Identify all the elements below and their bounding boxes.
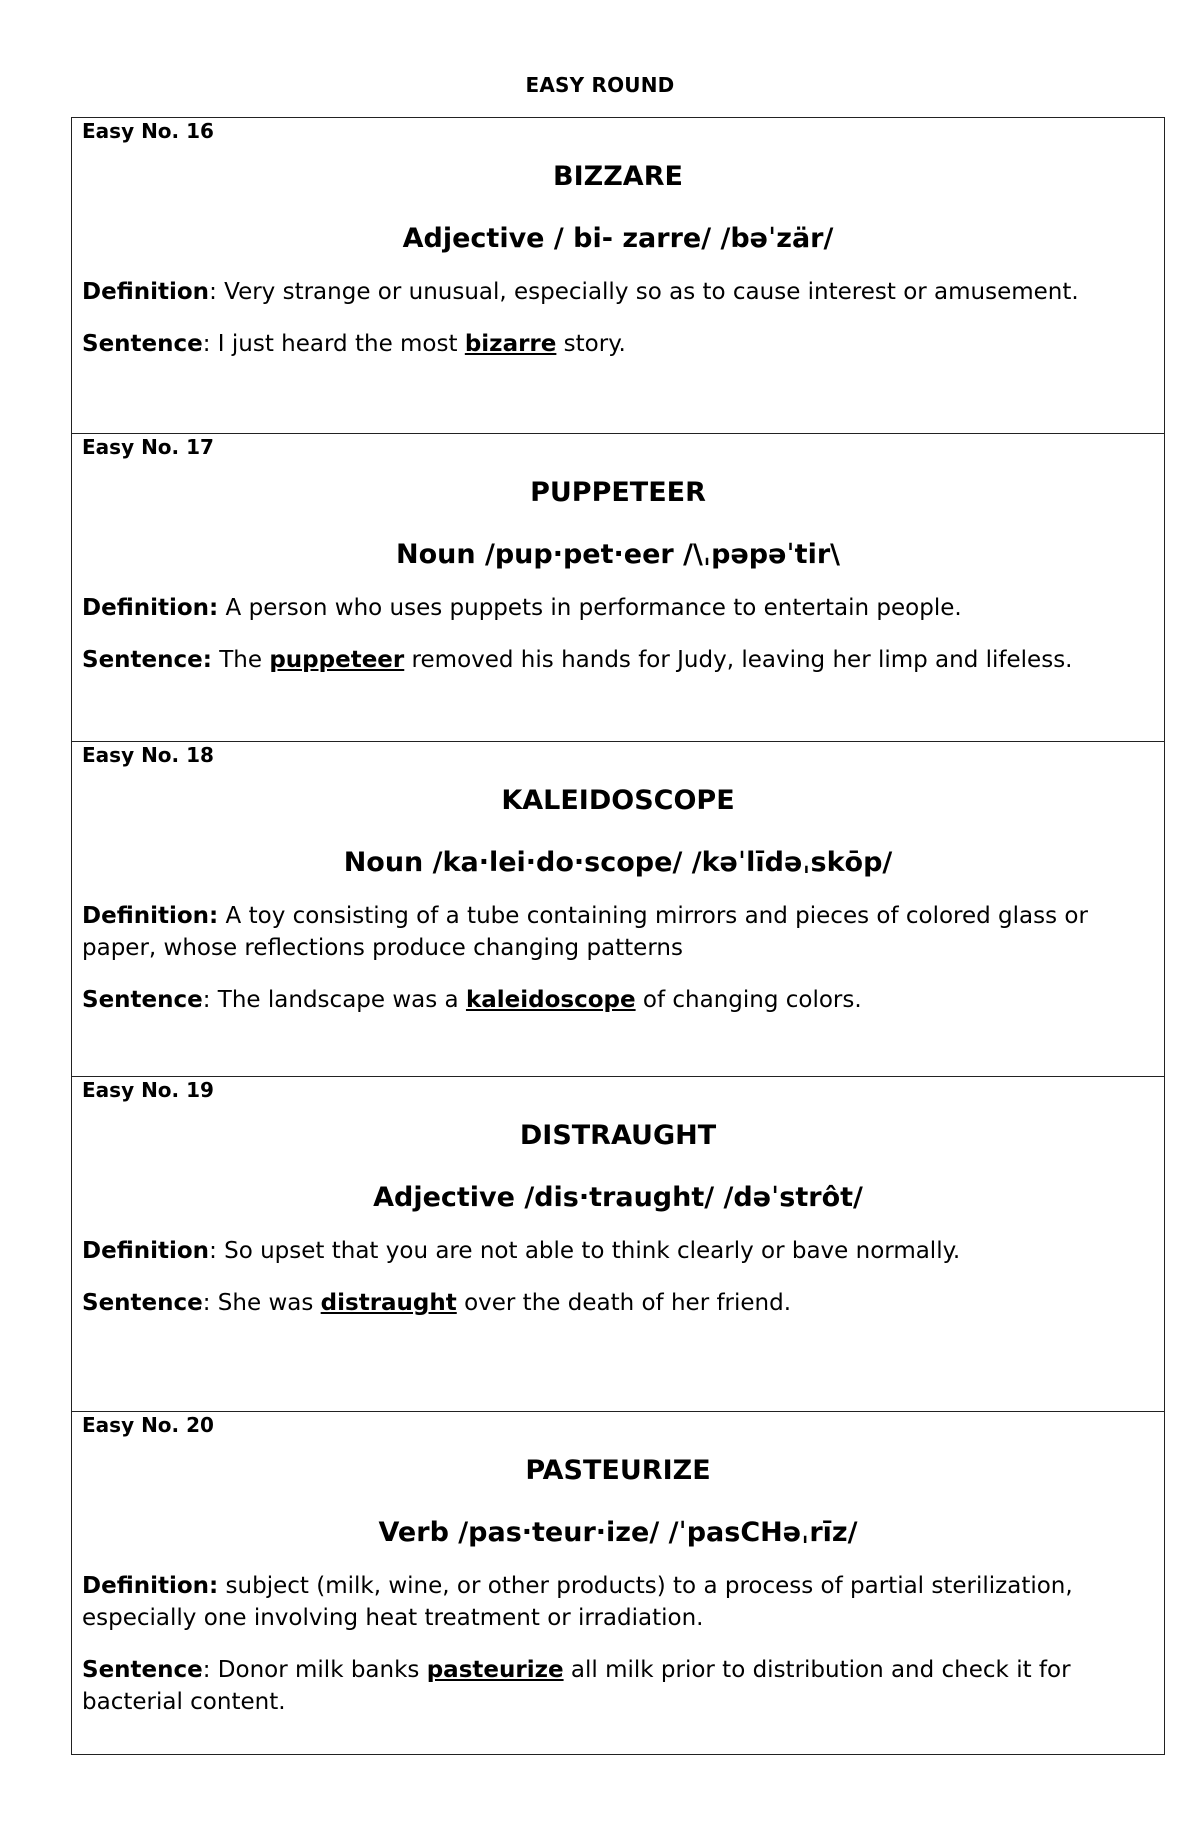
card-word: PUPPETEER xyxy=(530,477,706,508)
word-card-cell xyxy=(72,742,1165,1077)
sentence-text-before: The xyxy=(211,647,270,673)
sentence-label: Sentence xyxy=(82,1290,203,1316)
sentence-label: Sentence xyxy=(82,1657,203,1683)
card-word: KALEIDOSCOPE xyxy=(501,785,735,816)
sentence-label: Sentence xyxy=(82,987,203,1013)
definition-label: Definition: xyxy=(82,1573,219,1599)
card-word: DISTRAUGHT xyxy=(519,1120,717,1151)
card-number: Easy No. 19 xyxy=(82,1078,214,1102)
card-number: Easy No. 20 xyxy=(82,1413,214,1437)
sentence-text-after: all milk prior to distribution and check it for bacterial content. xyxy=(82,1657,1071,1715)
word-card xyxy=(72,434,1165,742)
sentence-text-after: over the death of her friend. xyxy=(456,1290,792,1316)
card-word: BIZZARE xyxy=(553,161,683,192)
definition-label: Definition: xyxy=(82,595,219,621)
sentence-text-after: removed his hands for Judy, leaving her limp and lifeless. xyxy=(404,647,1073,673)
sentence-keyword: kaleidoscope xyxy=(465,987,636,1013)
card-definition xyxy=(82,276,1154,308)
definition-label: Definition xyxy=(82,279,210,305)
card-sentence xyxy=(82,1654,1154,1718)
word-card-cell xyxy=(72,1412,1165,1755)
card-definition xyxy=(82,1235,1154,1267)
word-card xyxy=(72,118,1165,434)
sentence-text-before: : The landscape was a xyxy=(202,987,466,1013)
card-pronunciation: Adjective / bi- zarre/ /bəˈzär/ xyxy=(402,223,834,254)
sentence-text-after: story. xyxy=(556,331,626,357)
card-sentence xyxy=(82,644,1154,676)
card-sentence xyxy=(82,1287,1154,1319)
page-title: EASY ROUND xyxy=(525,73,675,97)
card-pronunciation: Verb /pas·teur·ize/ /ˈpasCHəˌrīz/ xyxy=(378,1517,858,1548)
card-number: Easy No. 16 xyxy=(82,119,214,143)
sentence-label: Sentence xyxy=(82,331,203,357)
definition-label: Definition: xyxy=(82,903,219,929)
sentence-text-before: : She was xyxy=(202,1290,321,1316)
word-card-cell xyxy=(72,118,1165,434)
card-sentence xyxy=(82,328,1154,360)
definition-label: Definition xyxy=(82,1238,210,1264)
card-pronunciation: Adjective /dis·traught/ /dəˈstrôt/ xyxy=(373,1182,863,1213)
card-definition xyxy=(82,592,1154,624)
sentence-keyword: distraught xyxy=(320,1290,457,1316)
card-pronunciation: Noun /pup·pet·eer /\ˌpəpəˈtir\ xyxy=(396,539,840,570)
word-card-cell xyxy=(72,1077,1165,1412)
sentence-keyword: pasteurize xyxy=(426,1657,564,1683)
sentence-label: Sentence: xyxy=(82,647,212,673)
card-definition xyxy=(82,1570,1154,1634)
word-card xyxy=(72,742,1165,1077)
sentence-text-before: : Donor milk banks xyxy=(202,1657,427,1683)
sentence-text-after: of changing colors. xyxy=(635,987,862,1013)
word-card xyxy=(72,1077,1165,1412)
definition-text: : Very strange or unusual, especially so as to cause interest or amusement. xyxy=(209,279,1079,305)
word-card-table xyxy=(71,117,1165,1755)
definition-text: : So upset that you are not able to think clearly or bave normally. xyxy=(209,1238,961,1264)
definition-text: A toy consisting of a tube containing mirrors and pieces of colored glass or paper, whose reflections produce changing patterns xyxy=(82,903,1088,961)
word-card xyxy=(72,1412,1165,1755)
sentence-text-before: : I just heard the most xyxy=(202,331,465,357)
card-word: PASTEURIZE xyxy=(525,1455,711,1486)
card-number: Easy No. 17 xyxy=(82,435,214,459)
sentence-keyword: bizarre xyxy=(464,331,557,357)
card-sentence xyxy=(82,984,1154,1016)
card-definition xyxy=(82,900,1154,964)
sentence-keyword: puppeteer xyxy=(269,647,405,673)
definition-text: subject (milk, wine, or other products) to a process of partial sterilization, especially one involving heat treatment or irradiation. xyxy=(82,1573,1073,1631)
definition-text: A person who uses puppets in performance to entertain people. xyxy=(218,595,962,621)
word-card-cell xyxy=(72,434,1165,742)
card-pronunciation: Noun /ka·lei·do·scope/ /kəˈlīdəˌskōp/ xyxy=(343,847,893,878)
card-number: Easy No. 18 xyxy=(82,743,214,767)
